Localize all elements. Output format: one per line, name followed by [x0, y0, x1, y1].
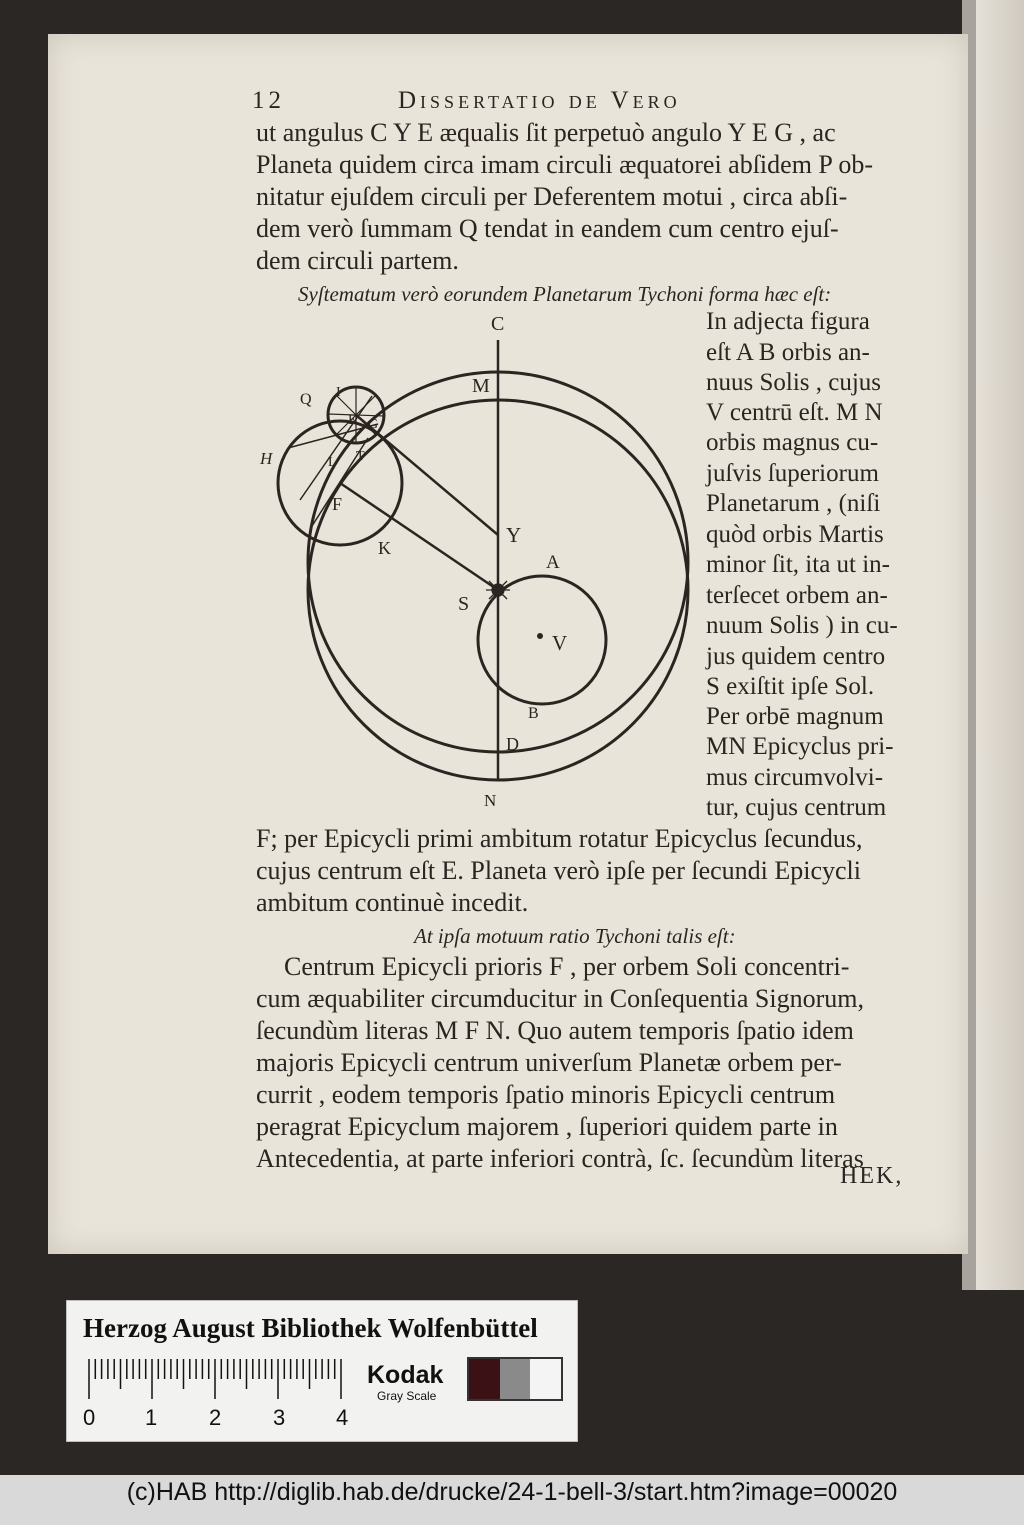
gray-scale-label: Gray Scale: [377, 1389, 437, 1403]
side-text-line: mus circumvolvi-: [706, 764, 884, 791]
side-text-line: jus quidem centro: [706, 643, 886, 670]
line-sf: [340, 483, 498, 590]
facing-page-surface: [976, 0, 1024, 1290]
side-text-line: Per orbē magnum: [706, 703, 884, 730]
swatch-light: [530, 1359, 561, 1399]
footer-credit: (c)HAB http://diglib.hab.de/drucke/24-1-bell-3/start.htm?image=00020: [126, 1478, 898, 1506]
side-text-line: In adjecta figura: [706, 308, 870, 335]
side-text-line: juſvis ſuperiorum: [706, 460, 879, 487]
text-line: Antecedentia, at parte inferiori contrà, ſc. ſecundùm literas: [256, 1144, 864, 1173]
text-line: Centrum Epicycli prioris F , per orbem Soli concentri-: [284, 952, 850, 981]
swatch-dark: [469, 1359, 500, 1399]
label-t: T: [356, 449, 365, 464]
label-s: S: [458, 593, 470, 615]
side-text-line: minor ſit, ita ut in-: [706, 551, 891, 578]
institution-name: Herzog August Bibliothek Wolfenbüttel: [83, 1313, 538, 1343]
label-i: I: [336, 385, 341, 400]
ruler: [83, 1357, 353, 1403]
side-text-line: V centrū eſt. M N: [706, 399, 883, 426]
label-m: M: [472, 375, 490, 397]
label-b: B: [528, 705, 539, 722]
color-target-card: [66, 1300, 578, 1442]
running-head: [252, 87, 912, 117]
ruler-number: 1: [145, 1405, 158, 1430]
side-text-line: terſecet orbem an-: [706, 582, 888, 609]
side-text-line: orbis magnus cu-: [706, 429, 879, 456]
ruler-numbers: [83, 1405, 383, 1435]
kodak-logo: Kodak: [367, 1361, 444, 1389]
label-v: V: [552, 631, 568, 655]
text-line: majoris Epicycli centrum univerſum Planetæ orbem per-: [256, 1048, 842, 1077]
page-number: 12: [252, 87, 285, 114]
line-ye: [356, 415, 498, 535]
label-a: A: [546, 552, 560, 573]
ruler-number: 4: [336, 1405, 349, 1430]
text-line: F; per Epicycli primi ambitum rotatur Epicyclus ſecundus,: [256, 824, 863, 853]
sun-symbol: [486, 578, 510, 602]
label-l: L: [328, 455, 337, 470]
text-line: ut angulus C Y E æqualis ſit perpetuò angulo Y E G , ac: [256, 118, 836, 147]
subheading-systema: Syſtematum verò eorundem Planetarum Tychoni forma hæc eſt:: [298, 282, 832, 306]
label-c: C: [491, 313, 505, 335]
running-title: Dissertatio de Vero: [398, 87, 681, 114]
side-text-line: tur, cujus centrum: [706, 794, 887, 821]
label-y: Y: [506, 523, 522, 547]
text-line: dem verò ſummam Q tendat in eandem cum centro ejuſ-: [256, 214, 839, 243]
text-line: peragrat Epicyclum majorem , ſuperiori quidem parte in: [256, 1112, 838, 1141]
side-text-line: Planetarum , (niſi: [706, 490, 881, 517]
label-d: D: [506, 734, 519, 754]
tycho-system-diagram: [240, 300, 700, 810]
catchword: HEK,: [840, 1163, 904, 1189]
side-text-line: nuus Solis , cujus: [706, 369, 882, 396]
side-text-line: eſt A B orbis an-: [706, 339, 870, 366]
label-k: K: [378, 538, 391, 558]
side-text-line: quòd orbis Martis: [706, 521, 884, 548]
text-line: dem circuli partem.: [256, 246, 459, 275]
ruler-number: 2: [209, 1405, 222, 1430]
text-line: cum æquabiliter circumducitur in Conſequentia Signorum,: [256, 984, 864, 1013]
label-q: Q: [300, 391, 312, 408]
subheading-ratio: At ipſa motuum ratio Tychoni talis eſt:: [414, 924, 736, 948]
ruler-number: 0: [83, 1405, 96, 1430]
text-line: nitatur ejuſdem circuli per Deferentem motui , circa abſi-: [256, 182, 848, 211]
label-n: N: [484, 791, 497, 810]
text-line: Planeta quidem circa imam circuli æquatorei abſidem P ob-: [256, 150, 874, 179]
gray-scale-swatches: [467, 1357, 563, 1401]
label-f: F: [332, 494, 343, 514]
label-g: G: [368, 417, 379, 432]
text-line: ſecundùm literas M F N. Quo autem temporis ſpatio idem: [256, 1016, 854, 1045]
text-line: ambitum continuè incedit.: [256, 888, 529, 917]
text-line: cujus centrum eſt E. Planeta verò ipſe per ſecundi Epicycli: [256, 856, 862, 885]
label-e: E: [348, 413, 357, 428]
ruler-number: 3: [273, 1405, 286, 1430]
swatch-mid: [500, 1359, 531, 1399]
center-point-v: [537, 633, 543, 639]
side-text-line: S exiſtit ipſe Sol.: [706, 673, 875, 700]
side-text-line: nuum Solis ) in cu-: [706, 612, 898, 639]
side-text-line: MN Epicyclus pri-: [706, 733, 894, 760]
label-h: H: [260, 449, 273, 468]
text-line: currit , eodem temporis ſpatio minoris Epicycli centrum: [256, 1080, 836, 1109]
